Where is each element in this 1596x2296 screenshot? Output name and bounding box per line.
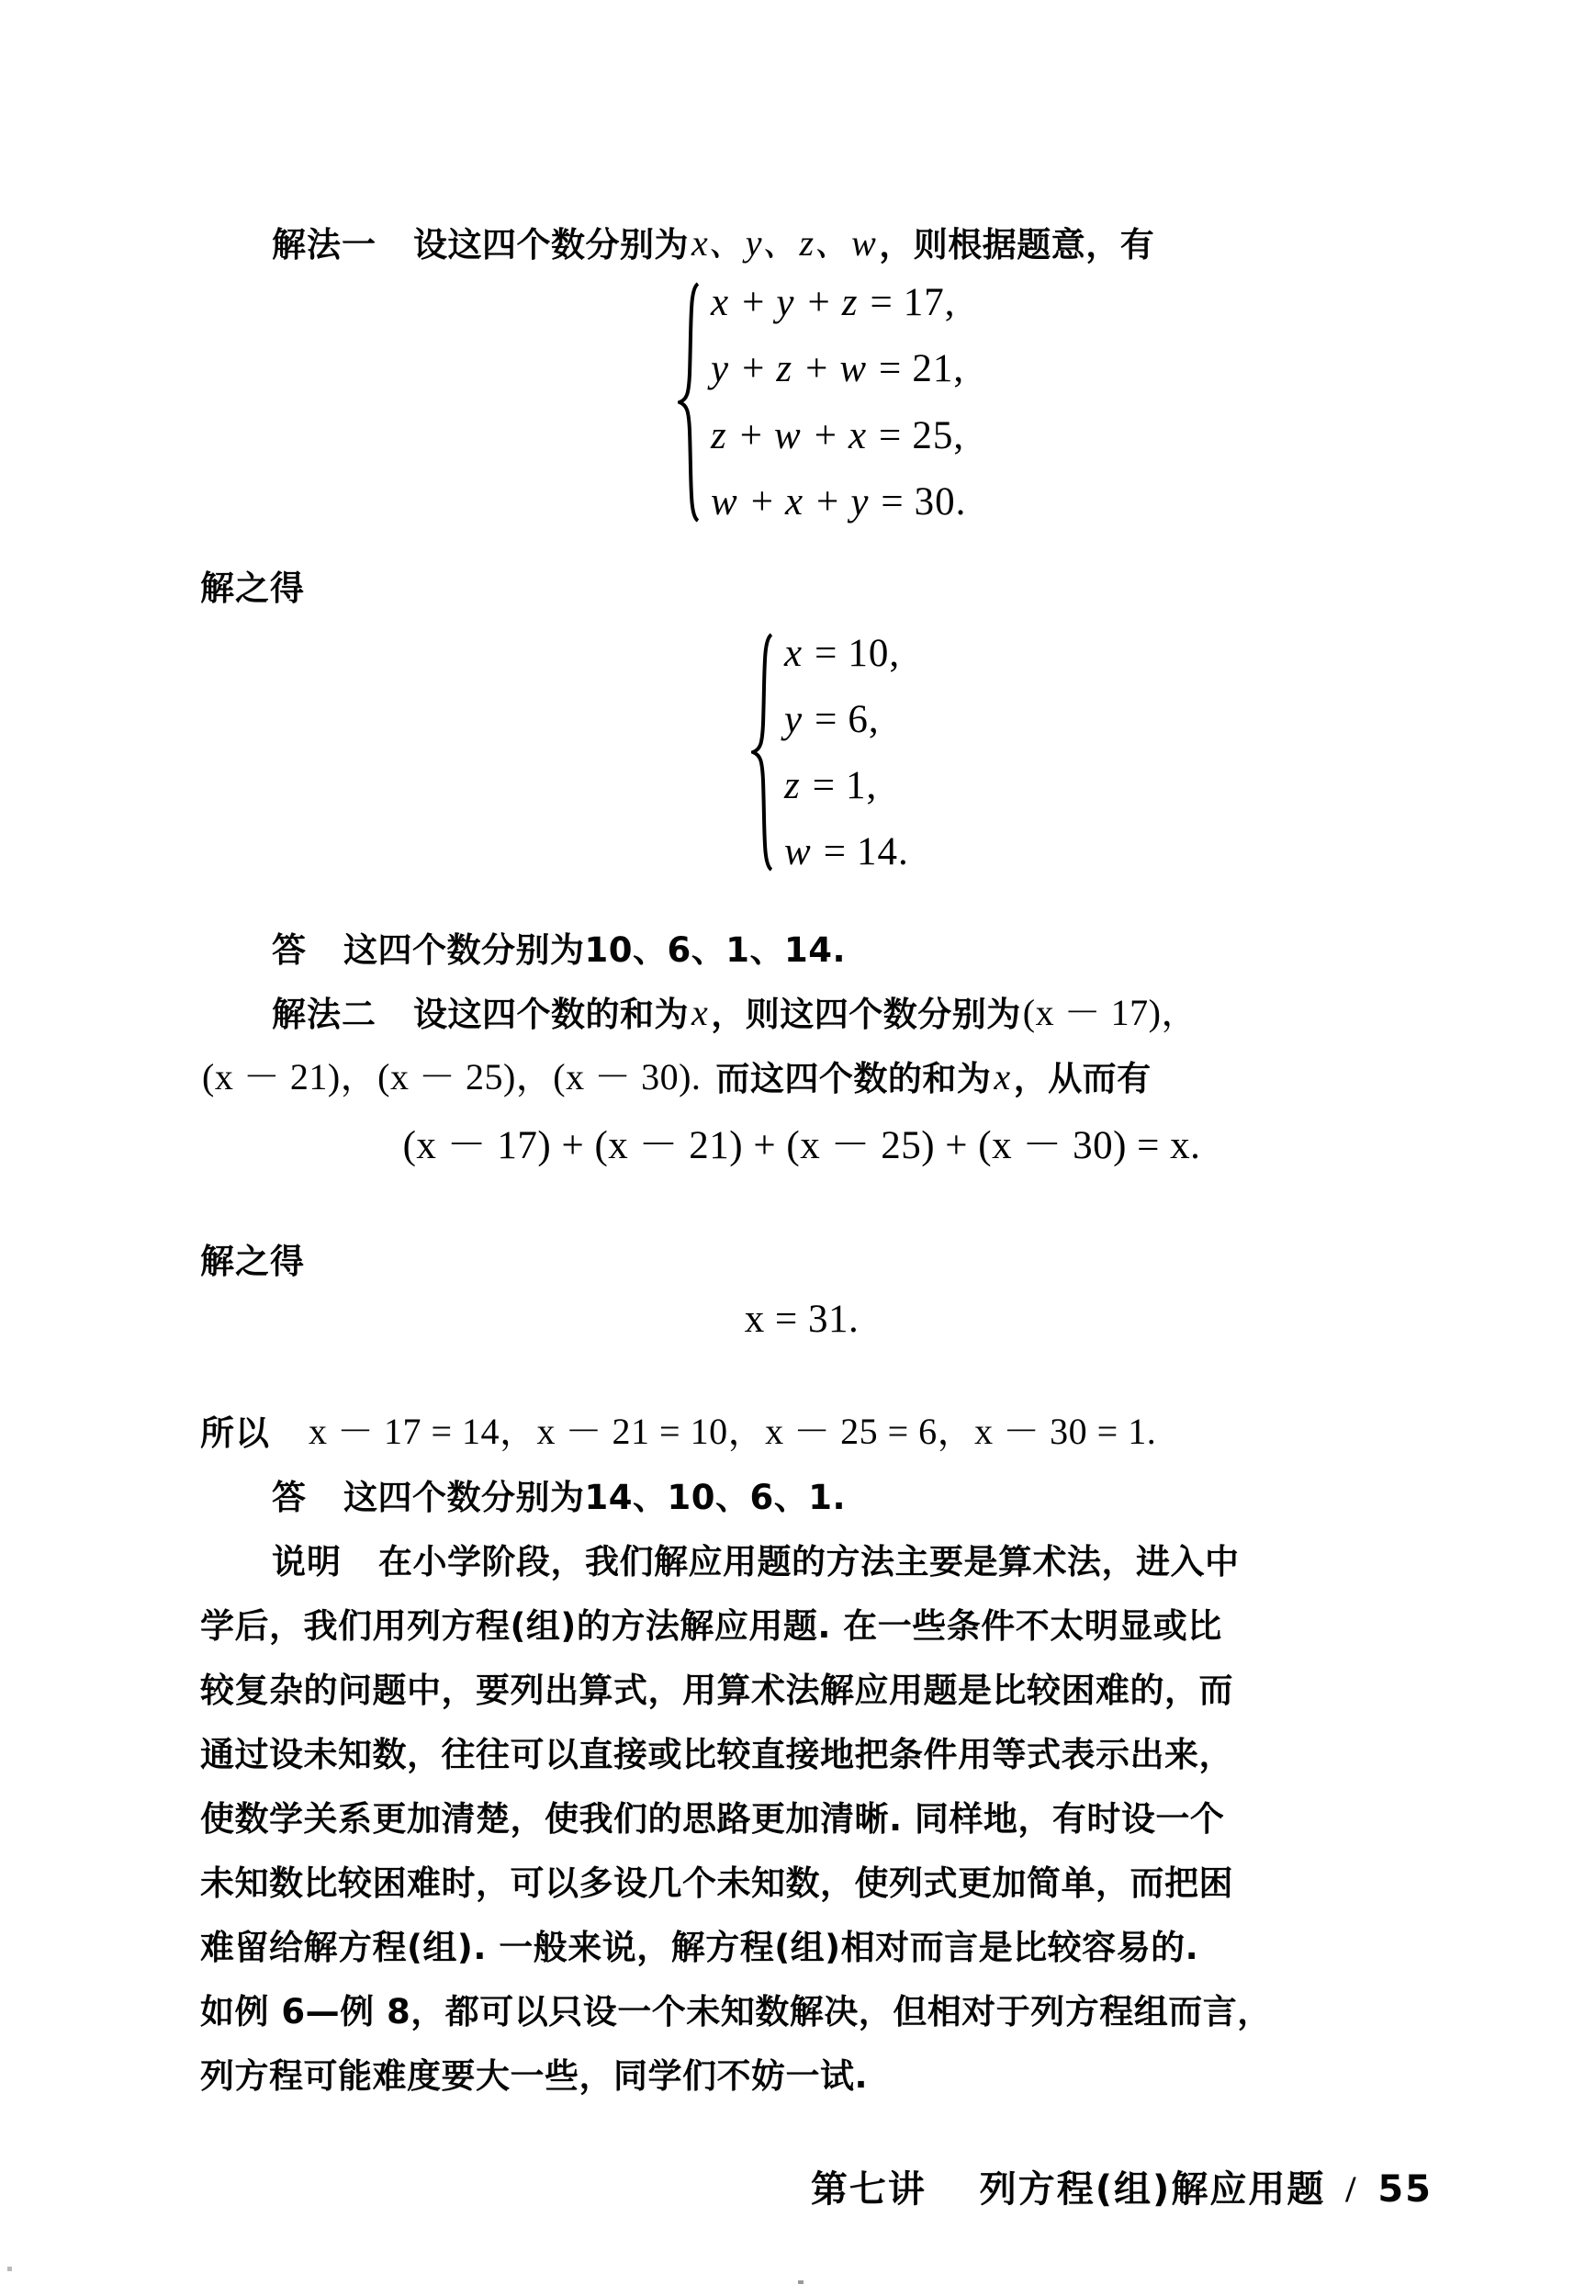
operator: +: [816, 480, 839, 524]
note-line: 列方程可能难度要大一些，同学们不妨一试.: [200, 2056, 869, 2096]
left-brace-icon: [751, 633, 775, 872]
solution-two-result: x = 31.: [744, 1298, 860, 1341]
operator: +: [742, 280, 765, 324]
answer-two-line: [200, 1450, 1403, 1517]
term: x: [711, 280, 729, 324]
page-number: 55: [1377, 2168, 1433, 2211]
solve-label-two-line: [200, 1214, 1403, 1281]
punctuation: ,: [953, 413, 964, 457]
note-body-line: [200, 1964, 1403, 2032]
footer-separator: /: [1345, 2168, 1358, 2210]
variable: y: [784, 697, 803, 741]
term: z: [711, 413, 726, 457]
equation-list: [702, 282, 965, 523]
equals-sign: =: [815, 697, 837, 741]
solve-label: 解之得: [200, 1242, 305, 1281]
equals-sign: =: [870, 280, 893, 324]
operator: +: [814, 413, 837, 457]
solution-two-text-b: ，从而有: [1013, 1059, 1152, 1098]
left-brace-icon: [678, 282, 702, 523]
term: y: [850, 480, 869, 524]
note-body-line: [200, 1900, 1403, 1967]
note-body-line: [200, 1772, 1403, 1839]
note-body-line: [200, 1579, 1403, 1646]
term: y: [776, 280, 794, 324]
note-line: 在小学阶段，我们解应用题的方法主要是算术法，进入中: [378, 1542, 1240, 1581]
answer-label: 答: [272, 1478, 307, 1517]
note-body-line: [200, 1643, 1403, 1710]
value: 30: [914, 480, 956, 524]
note-line: 较复杂的问题中，要列出算式，用算术法解应用题是比较困难的，而: [200, 1671, 1233, 1710]
solution-one-variables: x、y、z、w: [691, 222, 877, 264]
value: 17: [903, 280, 945, 324]
operator: +: [807, 280, 830, 324]
solution-list: [775, 633, 908, 872]
solve-label: 解之得: [200, 568, 305, 608]
solution-two-sum-variable: x: [994, 1056, 1011, 1097]
value: 1: [846, 763, 867, 807]
punctuation: ,: [944, 280, 955, 324]
punctuation: .: [897, 829, 908, 873]
equals-sign: =: [815, 631, 837, 675]
therefore-line: [200, 1386, 1403, 1453]
solution-two-intro-b: ，则这四个数分别为: [711, 995, 1021, 1034]
note-line: 难留给解方程(组). 一般来说，解方程(组)相对而言是比较容易的.: [200, 1928, 1199, 1967]
equation-solution-one: [751, 633, 1403, 872]
scan-artifact-dot: [798, 2280, 804, 2284]
operator: +: [739, 413, 762, 457]
solution-one-label: 解法一: [272, 225, 377, 264]
note-line: 未知数比较困难时，可以多设几个未知数，使列式更加简单，而把困: [200, 1863, 1233, 1903]
equals-sign: =: [823, 829, 846, 873]
solution-row: [784, 633, 908, 673]
solution-two-heading-line: [200, 967, 1403, 1034]
solution-two-display-equation: (x － 17) + (x － 21) + (x － 25) + (x － 30) = x.: [402, 1124, 1201, 1167]
note-label: 说明: [272, 1542, 342, 1581]
note-heading-line: [200, 1514, 1403, 1579]
solution-one-intro-b: ，则根据题意，有: [879, 225, 1155, 264]
punctuation: ,: [866, 763, 877, 807]
equation-row: [711, 482, 965, 523]
term: x: [848, 413, 867, 457]
solution-row: [784, 699, 908, 739]
punctuation: ,: [868, 697, 879, 741]
therefore-expressions: x － 17 = 14，x － 21 = 10，x － 25 = 6，x － 30 = 1.: [309, 1411, 1157, 1452]
note-line: 学后，我们用列方程(组)的方法解应用题. 在一些条件不太明显或比: [200, 1606, 1222, 1646]
solution-one-heading-line: [200, 197, 1403, 262]
footer-chapter: 第七讲: [810, 2168, 927, 2211]
scan-artifact-dot: [7, 2267, 12, 2271]
equation-row: [711, 349, 965, 389]
equation-row: [711, 282, 965, 322]
solution-two-label: 解法二: [272, 995, 377, 1034]
operator: +: [742, 347, 765, 391]
solution-two-unknown: x: [691, 992, 709, 1033]
value: 6: [848, 697, 869, 741]
equals-sign: =: [812, 763, 835, 807]
variable: x: [784, 631, 803, 675]
term: w: [839, 347, 867, 391]
term: w: [774, 413, 801, 457]
note-line: 使数学关系更加清楚，使我们的思路更加清晰. 同样地，有时设一个: [200, 1799, 1225, 1839]
term: x: [784, 480, 804, 524]
solution-row: [784, 765, 908, 805]
punctuation: ,: [889, 631, 900, 675]
answer-one-line: [200, 903, 1403, 970]
solve-label-one-line: [200, 541, 1403, 608]
solution-row: [784, 831, 908, 872]
therefore-label: 所以: [200, 1413, 270, 1453]
equals-sign: =: [879, 347, 902, 391]
term: z: [841, 280, 858, 324]
equals-sign: =: [881, 480, 904, 524]
footer-title: 列方程(组)解应用题: [979, 2168, 1326, 2211]
punctuation: .: [955, 480, 966, 524]
solution-two-second-line: [200, 1031, 1403, 1096]
term: z: [776, 347, 792, 391]
answer-label: 答: [272, 930, 307, 970]
answer-text: 这四个数分别为10、6、1、14.: [343, 930, 847, 970]
note-line: 如例 6—例 8，都可以只设一个未知数解决，但相对于列方程组而言，: [200, 1992, 1272, 2032]
page-content: [200, 197, 1403, 2096]
solution-two-expressions: (x － 21)，(x － 25)，(x － 30).: [202, 1056, 702, 1097]
term: w: [711, 480, 737, 524]
note-body-line: [200, 2029, 1403, 2096]
value: 25: [912, 413, 954, 457]
value: 10: [848, 631, 890, 675]
note-line: 通过设未知数，往往可以直接或比较直接地把条件用等式表示出来，: [200, 1735, 1233, 1774]
solution-one-intro-a: 设这四个数分别为: [413, 225, 689, 264]
variable: z: [784, 763, 800, 807]
page-footer: [811, 2160, 1433, 2212]
note-body-line: [200, 1707, 1403, 1772]
answer-text: 这四个数分别为14、10、6、1.: [343, 1478, 847, 1517]
operator: +: [750, 480, 773, 524]
equals-sign: =: [879, 413, 902, 457]
note-body-line: [200, 1836, 1403, 1903]
solution-two-first-expression: (x － 17)，: [1022, 992, 1198, 1033]
solution-two-text-a: 而这四个数的和为: [715, 1059, 992, 1098]
punctuation: ,: [953, 347, 964, 391]
equation-row: [711, 415, 965, 456]
solution-two-intro-a: 设这四个数的和为: [413, 995, 689, 1034]
operator: +: [805, 347, 828, 391]
variable: w: [784, 829, 811, 873]
term: y: [711, 347, 729, 391]
value: 21: [912, 347, 954, 391]
value: 14: [856, 829, 898, 873]
equation-system-one: [678, 282, 1403, 523]
